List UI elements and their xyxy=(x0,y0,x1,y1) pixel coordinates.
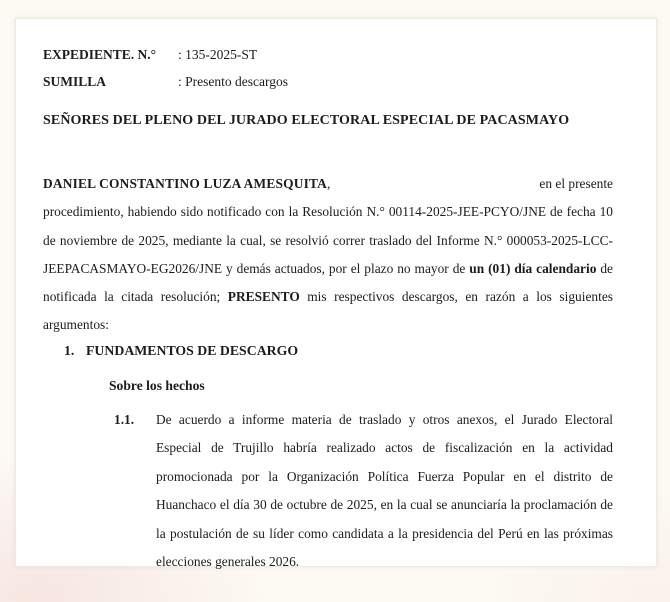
intro-body-part3: mis respectivos descargos, en razón a los siguientes argumentos: xyxy=(43,289,613,333)
name-suffix: , xyxy=(327,176,331,191)
intro-bold-presento: PRESENTO xyxy=(227,289,300,305)
expediente-row xyxy=(43,41,288,68)
item-1-1-number: 1.1. xyxy=(114,412,135,427)
sumilla-row xyxy=(43,68,288,95)
intro-bold-deadline: un (01) día calendario xyxy=(469,260,597,276)
expediente-label: EXPEDIENTE. N.° xyxy=(43,47,157,62)
sumilla-label: SUMILLA xyxy=(43,74,107,89)
case-header-block xyxy=(43,41,288,95)
document-page xyxy=(15,18,657,570)
declarant-name: DANIEL CONSTANTINO LUZA AMESQUITA xyxy=(43,176,328,191)
intro-paragraph xyxy=(43,170,613,340)
declarant-name-group xyxy=(43,170,330,198)
sumilla-value: : Presento descargos xyxy=(178,74,288,89)
subheading-sobre-los-hechos: Sobre los hechos xyxy=(109,378,205,393)
section-1-heading xyxy=(64,337,298,364)
intro-line1-right: en el presente xyxy=(539,176,613,191)
intro-body xyxy=(43,198,613,339)
expediente-value: : 135-2025-ST xyxy=(178,47,258,62)
addressee-heading: SEÑORES DEL PLENO DEL JURADO ELECTORAL ESPECIAL DE PACASMAYO xyxy=(43,113,570,128)
intro-body-part1: procedimiento, habiendo sido notificado con la Resolución N.° 00114-2025-JEE-PCYO/JNE de fecha 10 de noviembre de 2025, mediante la cual, se resolvió correr traslado del Informe N.° 000053-2025-LCC-JEEPACASMAYO-EG2026/JNE y demás actuados, por el plazo no mayor de xyxy=(43,204,613,276)
section-1-title: FUNDAMENTOS DE DESCARGO xyxy=(86,343,299,358)
intro-first-line xyxy=(43,170,613,198)
item-1-1 xyxy=(114,406,613,576)
item-1-1-text: De acuerdo a informe materia de traslado y otros anexos, el Jurado Electoral Especial de Trujillo habría realizado actos de fiscalización en la actividad promocionada por la Organización Política Fuerza Popular en el distrito de Huanchaco el día 30 de octubre de 2025, en la cual se anunciaría la proclamación de la postulación de su líder como candidata a la presidencia del Perú en las próximas elecciones generales 2026. xyxy=(156,412,613,570)
intro-body-part2: de notificada la citada resolución; xyxy=(43,260,613,305)
section-1-number: 1. xyxy=(64,343,75,358)
